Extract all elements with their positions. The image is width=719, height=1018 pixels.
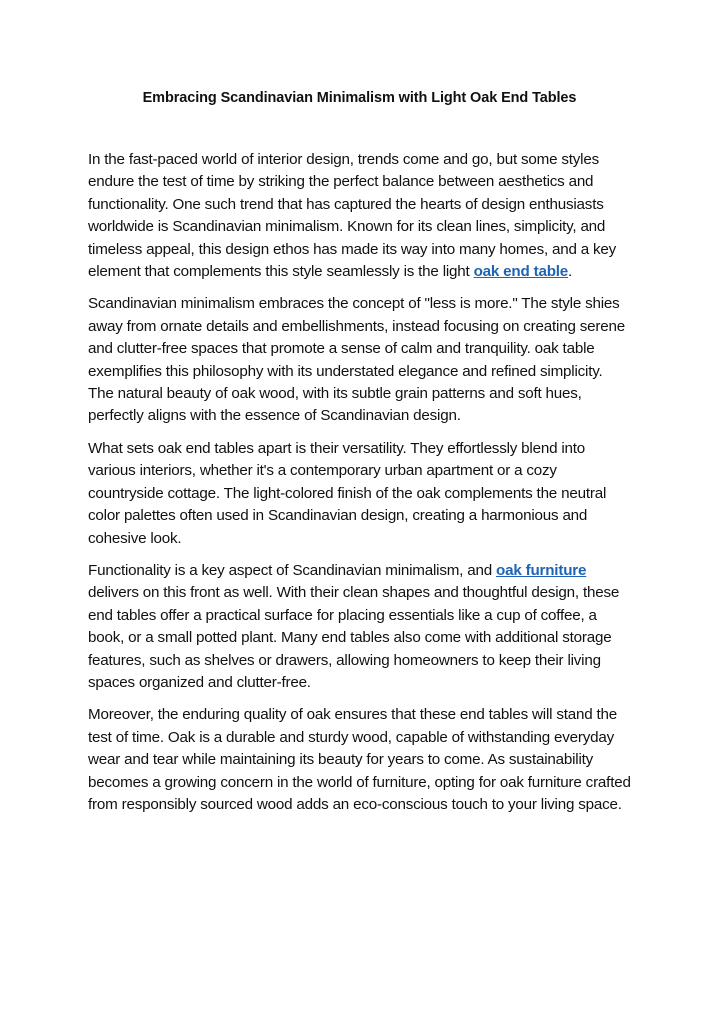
paragraph-versatility: What sets oak end tables apart is their versatility. They effortlessly blend into various interiors, whether it's a contemporary urban apartment or a cozy countryside cottage. The light-colored finish of the oak complements the neutral color palettes often used in Scandinavian design, creating a harmonious and cohesive look.	[88, 439, 607, 547]
oak-furniture-link[interactable]: oak furniture	[496, 561, 587, 579]
paragraph-intro-text: In the fast-paced world of interior design, trends come and go, but some styles endure the test of time by striking the perfect balance between aesthetics and functionality. One such trend that has captured the hearts of design enthusiasts worldwide is Scandinavian minimalism. Known for its clean lines, simplicity, and timeless appeal, this design ethos has made its way into many homes, and a key element that complements this style seamlessly is the light	[88, 151, 617, 281]
paragraph-minimalism: Scandinavian minimalism embraces the concept of "less is more." The style shies away from ornate details and embellishments, instead focusing on creating serene and clutter-free spaces that promote a sense of calm and tranquility. oak table exemplifies this philosophy with its understated elegance and refined simplicity. The natural beauty of oak wood, with its subtle grain patterns and soft hues, perfectly aligns with the essence of Scandinavian design.	[88, 295, 625, 425]
paragraph-functionality-rest: delivers on this front as well. With their clean shapes and thoughtful design, these end tables offer a practical surface for placing essentials like a cup of coffee, a book, or a small potted plant. Many end tables also come with additional storage features, such as shelves or drawers, allowing homeowners to keep their living spaces organized and clutter-free.	[88, 584, 620, 691]
document-title: Embracing Scandinavian Minimalism with Light Oak End Tables	[142, 90, 577, 106]
paragraph-functionality-text: Functionality is a key aspect of Scandinavian minimalism, and	[88, 561, 496, 579]
paragraph-intro-end: .	[568, 263, 573, 281]
paragraph-intro	[88, 149, 631, 283]
paragraph-functionality	[88, 560, 631, 694]
oak-end-table-link[interactable]: oak end table	[473, 263, 569, 281]
paragraph-durability: Moreover, the enduring quality of oak ensures that these end tables will stand the test of time. Oak is a durable and sturdy wood, capable of withstanding everyday wear and tear while maintaining its beauty for years to come. As sustainability becomes a growing concern in the world of furniture, opting for oak furniture crafted from responsibly sourced wood adds an eco-conscious touch to your living space.	[88, 706, 631, 813]
